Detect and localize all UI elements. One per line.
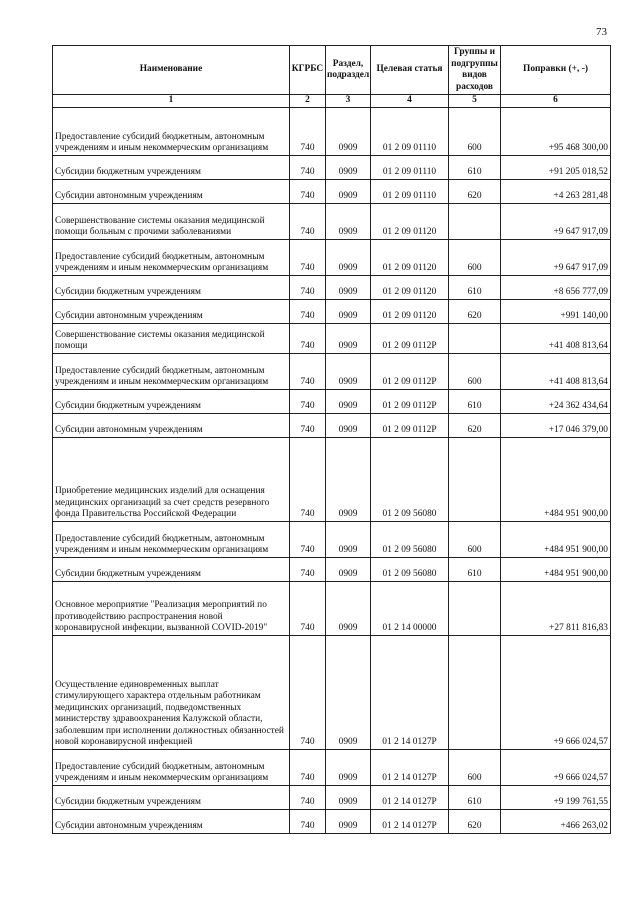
row-amount: +91 205 018,52 (501, 155, 611, 179)
row-name: Субсидии автономным учреждениям (53, 179, 290, 203)
column-number-row (53, 95, 611, 108)
table-row (53, 179, 611, 203)
row-group (449, 203, 501, 239)
table-row (53, 581, 611, 635)
row-amount: +484 951 900,00 (501, 557, 611, 581)
row-group: 600 (449, 107, 501, 155)
row-kgrbs: 740 (290, 749, 326, 785)
row-section: 0909 (326, 179, 371, 203)
table-row (53, 323, 611, 353)
row-amount: +17 046 379,00 (501, 413, 611, 437)
row-amount: +466 263,02 (501, 809, 611, 833)
table-row (53, 275, 611, 299)
row-amount: +9 666 024,57 (501, 749, 611, 785)
row-section: 0909 (326, 413, 371, 437)
row-kgrbs: 740 (290, 521, 326, 557)
table-row (53, 749, 611, 785)
table-row (53, 299, 611, 323)
row-name: Предоставление субсидий бюджетным, автономным учреждениям и иным некоммерческим организациям (53, 239, 290, 275)
row-group (449, 437, 501, 521)
row-amount: +9 647 917,09 (501, 239, 611, 275)
column-number: 3 (326, 95, 371, 108)
row-target: 01 2 09 56080 (371, 521, 449, 557)
row-kgrbs: 740 (290, 413, 326, 437)
table-row (53, 203, 611, 239)
column-number: 4 (371, 95, 449, 108)
row-name: Предоставление субсидий бюджетным, автономным учреждениям и иным некоммерческим организациям (53, 521, 290, 557)
row-amount: +991 140,00 (501, 299, 611, 323)
row-amount: +8 656 777,09 (501, 275, 611, 299)
row-group: 620 (449, 179, 501, 203)
row-amount: +27 811 816,83 (501, 581, 611, 635)
header-name: Наименование (53, 46, 290, 95)
row-kgrbs: 740 (290, 557, 326, 581)
row-section: 0909 (326, 635, 371, 749)
row-kgrbs: 740 (290, 275, 326, 299)
row-kgrbs: 740 (290, 323, 326, 353)
row-group: 610 (449, 785, 501, 809)
row-name: Предоставление субсидий бюджетным, автономным учреждениям и иным некоммерческим организациям (53, 107, 290, 155)
column-number: 1 (53, 95, 290, 108)
row-target: 01 2 09 56080 (371, 437, 449, 521)
row-name: Субсидии бюджетным учреждениям (53, 557, 290, 581)
row-kgrbs: 740 (290, 299, 326, 323)
row-section: 0909 (326, 809, 371, 833)
row-amount: +9 199 761,55 (501, 785, 611, 809)
row-group (449, 323, 501, 353)
row-name: Осуществление единовременных выплат стимулирующего характера отдельным работникам медицинских организаций, подведомственных министерству здравоохранения Калужской области, заболевшим при исполнении должностных обязанностей новой коронавирусной инфекцией (53, 635, 290, 749)
row-target: 01 2 14 00000 (371, 581, 449, 635)
row-group: 600 (449, 749, 501, 785)
table-row (53, 389, 611, 413)
row-name: Совершенствование системы оказания медицинской помощи больным с прочими заболеваниями (53, 203, 290, 239)
page-number: 73 (596, 26, 607, 38)
row-group: 620 (449, 809, 501, 833)
row-kgrbs: 740 (290, 203, 326, 239)
row-amount: +9 666 024,57 (501, 635, 611, 749)
row-section: 0909 (326, 107, 371, 155)
row-section: 0909 (326, 785, 371, 809)
row-kgrbs: 740 (290, 179, 326, 203)
header-section: Раздел, подраздел (326, 46, 371, 95)
row-amount: +484 951 900,00 (501, 521, 611, 557)
row-name: Субсидии бюджетным учреждениям (53, 785, 290, 809)
row-section: 0909 (326, 353, 371, 389)
row-section: 0909 (326, 521, 371, 557)
table-row (53, 521, 611, 557)
row-section: 0909 (326, 437, 371, 521)
row-amount: +95 468 300,00 (501, 107, 611, 155)
row-kgrbs: 740 (290, 635, 326, 749)
table-row (53, 809, 611, 833)
header-row (53, 46, 611, 95)
row-section: 0909 (326, 239, 371, 275)
table-row (53, 413, 611, 437)
row-name: Предоставление субсидий бюджетным, автономным учреждениям и иным некоммерческим организациям (53, 749, 290, 785)
row-amount: +41 408 813,64 (501, 323, 611, 353)
row-kgrbs: 740 (290, 389, 326, 413)
column-number: 6 (501, 95, 611, 108)
row-section: 0909 (326, 323, 371, 353)
row-name: Субсидии бюджетным учреждениям (53, 389, 290, 413)
header-amendments: Поправки (+, -) (501, 46, 611, 95)
row-target: 01 2 09 56080 (371, 557, 449, 581)
row-kgrbs: 740 (290, 437, 326, 521)
row-group: 610 (449, 557, 501, 581)
table-row (53, 785, 611, 809)
row-name: Совершенствование системы оказания медицинской помощи (53, 323, 290, 353)
row-section: 0909 (326, 203, 371, 239)
row-amount: +4 263 281,48 (501, 179, 611, 203)
row-kgrbs: 740 (290, 809, 326, 833)
row-target: 01 2 14 0127Р (371, 809, 449, 833)
row-group (449, 581, 501, 635)
header-kgrbs: КГРБС (290, 46, 326, 95)
table-row (53, 353, 611, 389)
row-target: 01 2 09 0112Р (371, 389, 449, 413)
table-row (53, 437, 611, 521)
row-target: 01 2 09 01110 (371, 179, 449, 203)
row-target: 01 2 09 0112Р (371, 413, 449, 437)
row-group: 610 (449, 155, 501, 179)
row-section: 0909 (326, 299, 371, 323)
row-name: Субсидии автономным учреждениям (53, 413, 290, 437)
table-row (53, 107, 611, 155)
row-amount: +484 951 900,00 (501, 437, 611, 521)
row-name: Субсидии автономным учреждениям (53, 299, 290, 323)
table-body (53, 107, 611, 833)
row-section: 0909 (326, 749, 371, 785)
row-group: 620 (449, 413, 501, 437)
row-kgrbs: 740 (290, 107, 326, 155)
row-kgrbs: 740 (290, 155, 326, 179)
row-section: 0909 (326, 275, 371, 299)
row-section: 0909 (326, 389, 371, 413)
row-section: 0909 (326, 557, 371, 581)
row-name: Субсидии бюджетным учреждениям (53, 275, 290, 299)
row-amount: +41 408 813,64 (501, 353, 611, 389)
table-row (53, 239, 611, 275)
row-group: 600 (449, 239, 501, 275)
row-group: 600 (449, 353, 501, 389)
table-row (53, 155, 611, 179)
row-group: 610 (449, 389, 501, 413)
row-group (449, 635, 501, 749)
row-name: Приобретение медицинских изделий для оснащения медицинских организаций за счет средств резервного фонда Правительства Российской Федерации (53, 437, 290, 521)
row-kgrbs: 740 (290, 581, 326, 635)
table-row (53, 635, 611, 749)
column-number: 5 (449, 95, 501, 108)
row-target: 01 2 14 0127Р (371, 749, 449, 785)
row-group: 610 (449, 275, 501, 299)
row-name: Субсидии бюджетным учреждениям (53, 155, 290, 179)
column-number: 2 (290, 95, 326, 108)
budget-amendments-table (52, 45, 611, 834)
row-name: Основное мероприятие "Реализация мероприятий по противодействию распространения новой коронавирусной инфекции, вызванной COVID-2019" (53, 581, 290, 635)
row-name: Субсидии автономным учреждениям (53, 809, 290, 833)
row-amount: +9 647 917,09 (501, 203, 611, 239)
row-kgrbs: 740 (290, 239, 326, 275)
row-kgrbs: 740 (290, 785, 326, 809)
row-target: 01 2 09 01110 (371, 107, 449, 155)
header-target: Целевая статья (371, 46, 449, 95)
row-target: 01 2 09 01120 (371, 203, 449, 239)
row-target: 01 2 14 0127Р (371, 785, 449, 809)
row-section: 0909 (326, 581, 371, 635)
row-amount: +24 362 434,64 (501, 389, 611, 413)
table-row (53, 557, 611, 581)
row-section: 0909 (326, 155, 371, 179)
row-target: 01 2 09 01120 (371, 299, 449, 323)
row-target: 01 2 09 01120 (371, 275, 449, 299)
row-target: 01 2 14 0127Р (371, 635, 449, 749)
row-target: 01 2 09 0112Р (371, 353, 449, 389)
header-groups: Группы и подгруппы видов расходов (449, 46, 501, 95)
row-name: Предоставление субсидий бюджетным, автономным учреждениям и иным некоммерческим организациям (53, 353, 290, 389)
row-target: 01 2 09 01120 (371, 239, 449, 275)
row-group: 620 (449, 299, 501, 323)
row-target: 01 2 09 01110 (371, 155, 449, 179)
row-target: 01 2 09 0112Р (371, 323, 449, 353)
row-group: 600 (449, 521, 501, 557)
row-kgrbs: 740 (290, 353, 326, 389)
